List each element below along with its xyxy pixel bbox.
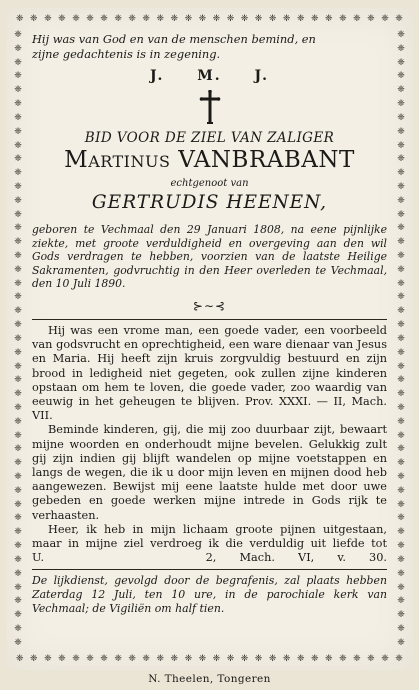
border-top: ❈ ❈ ❈ ❈ ❈ ❈ ❈ ❈ ❈ ❈ ❈ ❈ ❈ ❈ ❈ ❈ ❈ ❈ ❈ ❈ ❈ ❈ ❈ ❈ ❈ ❈ ❈ ❈ — [16, 14, 403, 24]
divider-line — [32, 319, 387, 320]
memorial-card — [6, 8, 413, 670]
opening-verse-line1: Hij was van God en van de menschen bemind, en — [32, 32, 316, 46]
prayer-heading: BID VOOR DE ZIEL VAN ZALIGER — [84, 130, 335, 146]
paragraph-prayer: Heer, ik heb in mijn lichaam groote pijnen uitgestaan, maar in mijne ziel verdroeg ik die verduldig uit liefde tot U. 2, Mach. VI, v. 30. — [32, 522, 387, 565]
cross-icon — [199, 90, 221, 124]
border-left: ❈ ❈ ❈ ❈ ❈ ❈ ❈ ❈ ❈ ❈ ❈ ❈ ❈ ❈ ❈ ❈ ❈ ❈ ❈ ❈ ❈ ❈ ❈ ❈ ❈ ❈ ❈ ❈ ❈ ❈ ❈ ❈ ❈ ❈ ❈ ❈ ❈ ❈ ❈ ❈ ❈ ❈ ❈ ❈ ❈ — [14, 30, 22, 648]
paragraph-virtues: Hij was een vrome man, een goede vader, een voorbeeld van godsvrucht en oprechtigheid, een ware dienaar van Jesus en Maria. Hij heeft zijn kruis zorgvuldig bestuurd en zijn brood in ledigheid niet gegeten, ook zullen zijne kinderen opstaan om hem te loven, die goede vader, zoo waardig van eeuwig in het geheugen te blijven. Prov. XXXI. — II, Mach. VII. — [32, 323, 387, 423]
card-content — [32, 32, 387, 636]
spouse-name: GERTRUDIS HEENEN, — [91, 192, 328, 213]
jmj-monogram: J. M. J. — [150, 68, 269, 84]
opening-verse — [32, 32, 387, 62]
ornament-divider-icon: ⊱∼⊰ — [192, 298, 227, 313]
divider-line-2 — [32, 569, 387, 570]
scripture-reference: 2, Mach. VI, v. 30. — [205, 551, 387, 565]
spouse-label: echtgenoot van — [170, 178, 249, 189]
tribute-text — [32, 324, 387, 565]
funeral-notice: De lijkdienst, gevolgd door de begrafenis, zal plaats hebben Zaterdag 12 Juli, ten 10 ure, in de parochiale kerk van Vechmaal; de Vigiliën om half tien. — [32, 574, 387, 615]
deceased-name: Martinus VANBRABANT — [64, 147, 355, 173]
biography: geboren te Vechmaal den 29 Januari 1808, na eene pijnlijke ziekte, met groote verduldigheid en overgeving aan den wil Gods verdragen te hebben, voorzien van de laatste Heilige Sakramenten, godvruchtig in den Heer overleden te Vechmaal, den 10 Juli 1890. — [32, 223, 387, 291]
opening-verse-line2: zijne gedachtenis is in zegening. — [32, 47, 221, 61]
border-bottom: ❈ ❈ ❈ ❈ ❈ ❈ ❈ ❈ ❈ ❈ ❈ ❈ ❈ ❈ ❈ ❈ ❈ ❈ ❈ ❈ ❈ ❈ ❈ ❈ ❈ ❈ ❈ ❈ — [16, 654, 403, 664]
paragraph-children: Beminde kinderen, gij, die mij zoo duurbaar zijt, bewaart mijne woorden en onderhoudt mijne bevelen. Gelukkig zult gij zijn indien gij blijft wandelen op mijne voetstappen en langs de wegen, die ik u door mijn leven en mijnen dood heb aangewezen. Bewijst mij eene laatste hulde met door uwe gebeden en goede werken mijne intrede in Gods rijk te verhaasten. — [32, 423, 387, 522]
border-right: ❈ ❈ ❈ ❈ ❈ ❈ ❈ ❈ ❈ ❈ ❈ ❈ ❈ ❈ ❈ ❈ ❈ ❈ ❈ ❈ ❈ ❈ ❈ ❈ ❈ ❈ ❈ ❈ ❈ ❈ ❈ ❈ ❈ ❈ ❈ ❈ ❈ ❈ ❈ ❈ ❈ ❈ ❈ ❈ ❈ — [397, 30, 405, 648]
printer-credit: N. Theelen, Tongeren — [148, 673, 271, 685]
